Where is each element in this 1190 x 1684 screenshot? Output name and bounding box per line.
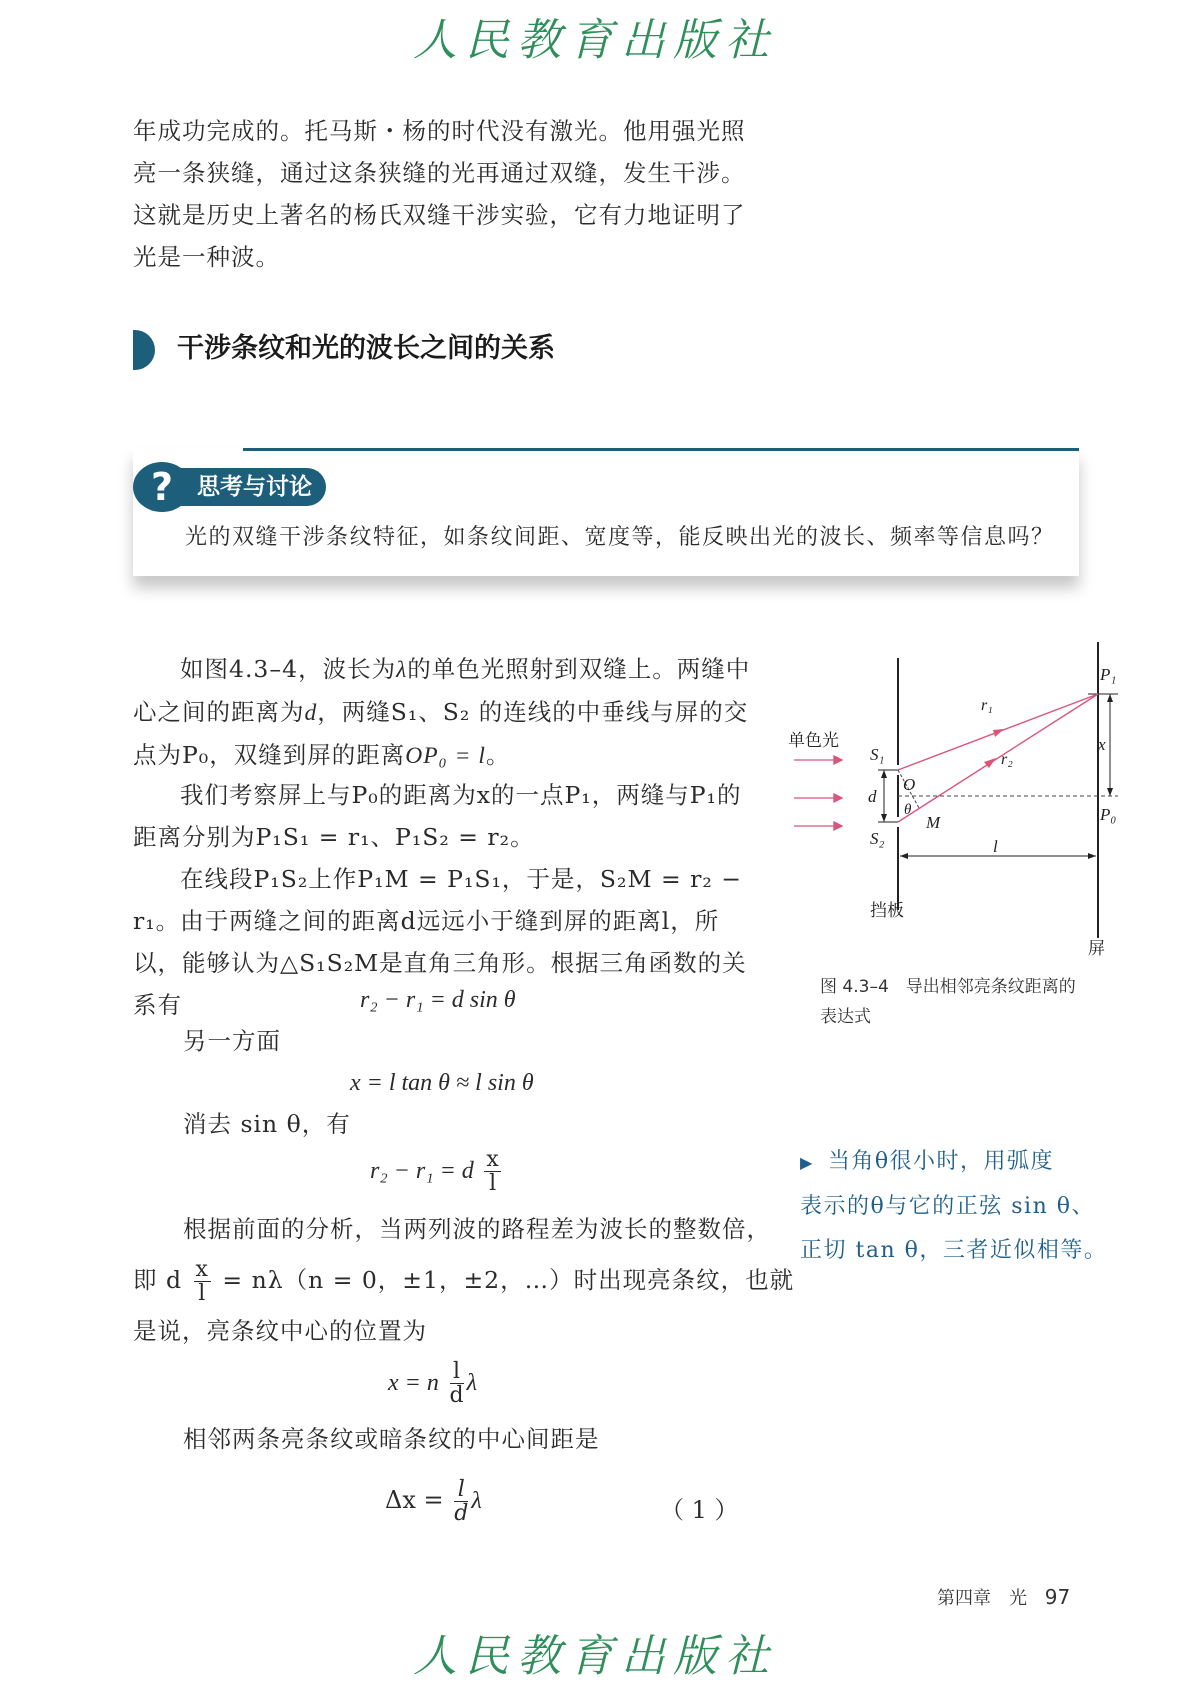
equation-3-lhs: r₂ − r₁ = d (370, 1158, 474, 1185)
p7-text-b: = nλ（n = 0，±1，±2，…）时出现亮条纹，也就 (222, 1266, 795, 1295)
equation-5-number: （ 1 ） (660, 1496, 739, 1524)
eq5-denominator: d (454, 1501, 469, 1527)
incoming-light-arrows (794, 756, 842, 830)
p7-numerator: x (195, 1257, 209, 1282)
paragraph-1 (133, 648, 755, 777)
side-note-line: 正切 tan θ，三者近似相等。 (800, 1238, 1108, 1263)
side-note (800, 1140, 1108, 1273)
figure-caption (820, 972, 1120, 1032)
p1-d: d (304, 700, 318, 726)
section-title: 干涉条纹和光的波长之间的关系 (177, 333, 555, 364)
equation-5-fraction (454, 1478, 468, 1525)
label-x: x (1098, 735, 1106, 754)
label-d: d (868, 787, 877, 806)
think-box-rule (243, 448, 1079, 451)
intro-paragraph (133, 110, 773, 278)
label-s1: S₁ (870, 745, 885, 764)
paragraph-6: 根据前面的分析，当两列波的路程差为波长的整数倍， (183, 1215, 771, 1243)
equation-4-lhs: x = n (388, 1370, 439, 1397)
label-barrier: 挡板 (870, 901, 904, 921)
equation-2 (350, 1068, 534, 1097)
figure-caption-line: 表达式 (820, 1007, 871, 1027)
think-question: 光的双缝干涉条纹特征，如条纹间距、宽度等，能反映出光的波长、频率等信息吗？ (185, 525, 1055, 550)
p1-text-a: 如图4.3–4，波长为 (180, 655, 397, 683)
figure-caption-line: 图 4.3–4 导出相邻亮条纹距离的 (820, 977, 1076, 997)
p7-denominator: l (198, 1281, 207, 1307)
paragraph-5: 消去 sin θ，有 (183, 1110, 351, 1138)
eq5-numerator: l (454, 1478, 468, 1502)
label-s2: S₂ (870, 829, 885, 848)
label-m: M (926, 813, 941, 832)
intro-line: 年成功完成的。托马斯・杨的时代没有激光。他用强光照 (133, 117, 746, 145)
label-p1: P₁ (1100, 665, 1117, 684)
equation-4 (388, 1360, 477, 1407)
footer (937, 1584, 1070, 1610)
p1-lambda: λ (396, 657, 408, 683)
eq3-numerator: x (486, 1147, 499, 1172)
equation-5 (385, 1478, 482, 1525)
think-label: 思考与讨论 (179, 468, 326, 506)
question-mark-icon: ? (133, 462, 191, 512)
equation-3-fraction (484, 1148, 500, 1195)
p7-text-a: 即 d (133, 1266, 183, 1295)
equation-4-rhs: λ (466, 1370, 477, 1397)
label-theta: θ (904, 802, 912, 818)
eq4-denominator: d (449, 1383, 464, 1409)
equation-3 (370, 1148, 504, 1195)
equation-4-fraction (450, 1360, 464, 1407)
equation-1 (360, 985, 516, 1014)
p1-text-b: 的单色光照射到双缝上。两缝中心之间的距离为 (133, 655, 751, 726)
eq4-numerator: l (450, 1360, 464, 1384)
label-o: O (903, 775, 916, 794)
intro-line: 光是一种波。 (133, 243, 280, 271)
side-note-text-1: 当角θ很小时，用弧度 (827, 1149, 1055, 1174)
intro-line: 这就是历史上著名的杨氏双缝干涉实验，它有力地证明了 (133, 201, 746, 229)
equation-2-text: x = l tan θ ≈ l sin θ (350, 1070, 534, 1096)
p1-end: 。 (485, 741, 511, 769)
page-number: 97 (1044, 1585, 1071, 1609)
label-l: l (993, 837, 998, 856)
equation-5-lhs: Δx = (385, 1486, 444, 1515)
equation-1-text: r₂ − r₁ = d sin θ (360, 987, 516, 1013)
side-note-line (800, 1140, 1100, 1185)
side-note-line: 表示的θ与它的正弦 sin θ、 (800, 1194, 1095, 1219)
section-marker-icon (133, 330, 155, 370)
label-r2: r₂ (1001, 751, 1013, 768)
label-screen: 屏 (1088, 939, 1105, 959)
publisher-logo-top: 人民教育出版社 (413, 15, 777, 66)
equation-5-rhs: λ (471, 1488, 482, 1515)
paragraph-8: 相邻两条亮条纹或暗条纹的中心间距是 (183, 1425, 600, 1453)
paragraph-3: 在线段P₁S₂上作P₁M = P₁S₁，于是，S₂M = r₂ − r₁。由于两缝之间的距离d远远小于缝到屏的距离l，所以，能够认为△S₁S₂M是直角三角形。根据三角函数的关系有 (133, 865, 747, 1019)
double-slit-figure (788, 638, 1118, 968)
ray-r1-arrow (993, 729, 1004, 737)
eq3-denominator: l (489, 1171, 497, 1197)
publisher-logo-bottom: 人民教育出版社 (413, 1631, 777, 1682)
label-light: 单色光 (788, 731, 839, 751)
paragraph-4: 另一方面 (183, 1027, 281, 1055)
triangle-marker-icon: ▶ (800, 1153, 814, 1172)
intro-line: 亮一条狭缝，通过这条狭缝的光再通过双缝，发生干涉。 (133, 159, 746, 187)
chapter-label: 第四章 光 (937, 1588, 1027, 1609)
paragraph-7b: 是说，亮条纹中心的位置为 (133, 1317, 427, 1345)
p1-equation: OP₀ = l (405, 743, 486, 769)
label-p0: P₀ (1100, 805, 1117, 824)
paragraph-2: 我们考察屏上与P₀的距离为x的一点P₁，两缝与P₁的距离分别为P₁S₁ = r₁、P₁S₂ = r₂。 (133, 781, 742, 851)
think-discuss-box (133, 448, 1079, 576)
p1-text-c: ，两缝S₁、S₂ 的连线的中垂线与屏的交点为P₀，双缝到屏的距离 (133, 698, 749, 769)
paragraph-7a (133, 1258, 794, 1305)
p7-fraction (194, 1258, 211, 1305)
label-r1: r₁ (981, 697, 993, 714)
